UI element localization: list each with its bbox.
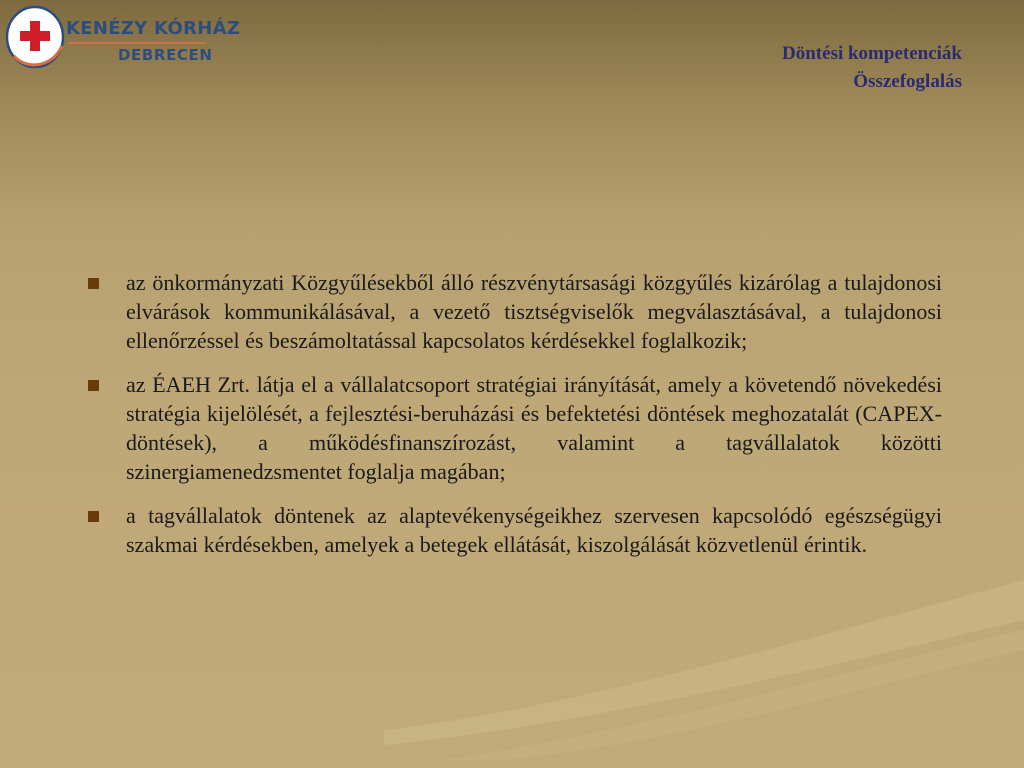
square-bullet-icon (88, 278, 99, 289)
logo-hospital-name: KENÉZY KÓRHÁZ (66, 18, 241, 39)
logo-divider (68, 42, 206, 44)
slide-title (782, 40, 962, 96)
hospital-logo (4, 4, 241, 70)
bullet-text: a tagvállalatok döntenek az alaptevékenységeikhez szervesen kapcsolódó egészségügyi szakmai kérdésekben, amelyek a betegek ellátását, kiszolgálását közvetlenül érintik. (126, 503, 942, 557)
slide-title-line2: Összefoglalás (853, 71, 962, 92)
background-swoosh (384, 560, 1024, 760)
slide-title-line1: Döntési kompetenciák (782, 43, 962, 64)
logo-city-name: DEBRECEN (118, 46, 213, 64)
square-bullet-icon (88, 380, 99, 391)
red-cross-icon (4, 4, 66, 70)
square-bullet-icon (88, 511, 99, 522)
bullet-item (86, 370, 942, 486)
bullet-text: az önkormányzati Közgyűlésekből álló részvénytársasági közgyűlés kizárólag a tulajdonosi elvárások kommunikálásával, a vezető tisztségviselők megválasztásával, a tulajdonosi ellenőrzéssel és beszámoltatással kapcsolatos kérdésekkel foglalkozik; (126, 270, 942, 353)
bullet-text: az ÉAEH Zrt. látja el a vállalatcsoport stratégiai irányítását, amely a követendő növekedési stratégia kijelölését, a fejlesztési-beruházási és befektetési döntések meghozatalát (CAPEX-döntések), a működésfinanszírozást, valamint a tagvállalatok közötti szinergiamenedzsmentet foglalja magában; (126, 372, 942, 484)
bullet-list (86, 268, 942, 574)
bullet-item (86, 268, 942, 355)
bullet-item (86, 501, 942, 559)
